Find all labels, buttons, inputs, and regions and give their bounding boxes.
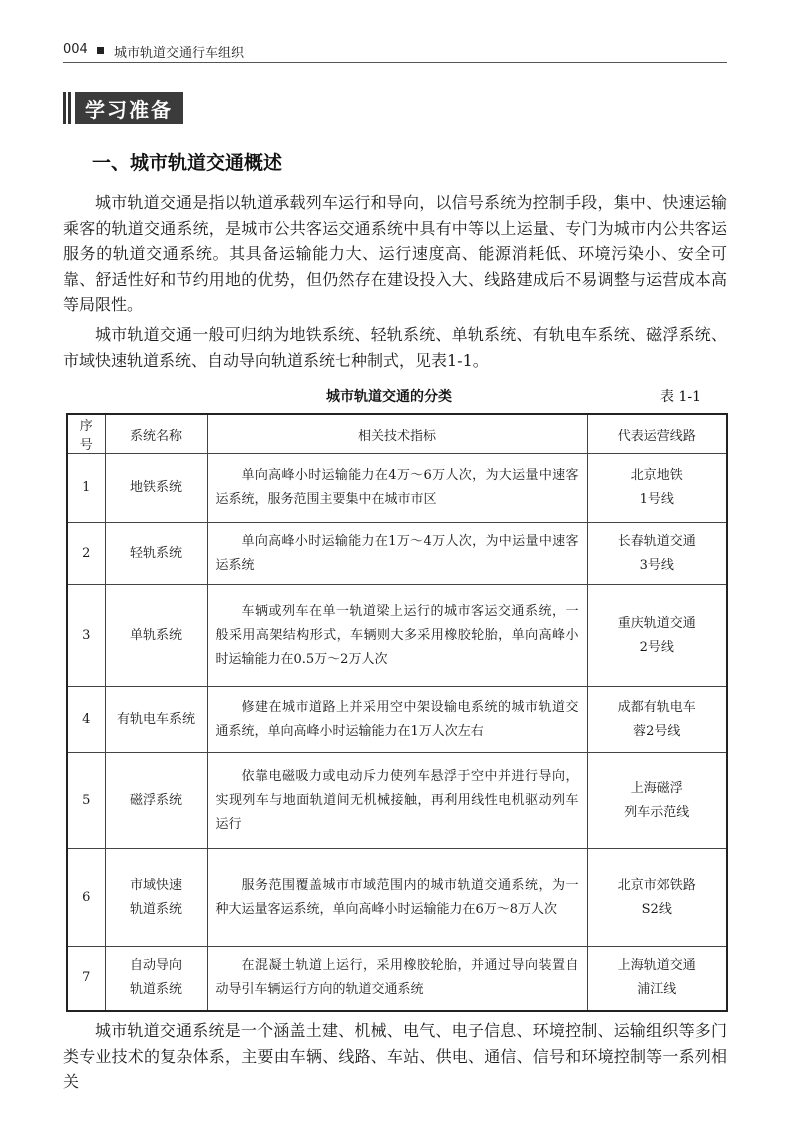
row-system-name: 有轨电车系统	[105, 687, 207, 753]
row-spec: 在混凝土轨道上运行，采用橡胶轮胎，并通过导向装置自动导引车辆运行方向的轨道交通系统	[207, 947, 587, 1011]
row-line: 上海磁浮 列车示范线	[587, 753, 727, 849]
table-row	[67, 454, 727, 523]
row-index: 5	[67, 753, 105, 849]
header-line: 代表运营线路	[587, 414, 727, 454]
header-spec: 相关技术指标	[207, 414, 587, 454]
square-bullet-icon	[97, 47, 104, 54]
row-system-name: 自动导向 轨道系统	[105, 947, 207, 1011]
table-row	[67, 947, 727, 1011]
row-index: 7	[67, 947, 105, 1011]
row-index: 6	[67, 849, 105, 947]
row-spec: 单向高峰小时运输能力在4万～6万人次，为大运量中速客运系统，服务范围主要集中在城市市区	[207, 454, 587, 523]
page-header	[63, 40, 727, 63]
header-name: 系统名称	[105, 414, 207, 454]
table-row	[67, 585, 727, 687]
row-spec: 修建在城市道路上并采用空中架设输电系统的城市轨道交通系统，单向高峰小时运输能力在1万人次左右	[207, 687, 587, 753]
classification-table	[66, 413, 728, 1012]
paragraph-types: 城市轨道交通一般可归纳为地铁系统、轻轨系统、单轨系统、有轨电车系统、磁浮系统、市域快速轨道系统、自动导向轨道系统七种制式，见表1-1。	[63, 325, 727, 370]
row-line: 北京市郊铁路 S2线	[587, 849, 727, 947]
table-caption: 城市轨道交通的分类	[326, 389, 452, 405]
table-header-row	[67, 414, 727, 454]
row-spec: 服务范围覆盖城市市域范围内的城市轨道交通系统，为一种大运量客运系统，单向高峰小时运输能力在6万～8万人次	[207, 849, 587, 947]
row-line: 成都有轨电车 蓉2号线	[587, 687, 727, 753]
row-system-name: 轻轨系统	[105, 523, 207, 585]
row-line: 重庆轨道交通 2号线	[587, 585, 727, 687]
row-index: 3	[67, 585, 105, 687]
row-index: 2	[67, 523, 105, 585]
row-index: 4	[67, 687, 105, 753]
row-line: 长春轨道交通 3号线	[587, 523, 727, 585]
paragraph-intro: 城市轨道交通是指以轨道承载列车运行和导向，以信号系统为控制手段，集中、快速运输乘客的轨道交通系统，是城市公共客运交通系统中具有中等以上运量、专门为城市内公共客运服务的轨道交通系统。其具备运输能力大、运行速度高、能源消耗低、环境污染小、安全可靠、舒适性好和节约用地的优势，但仍然存在建设投入大、线路建成后不易调整与运营成本高等局限性。	[63, 193, 727, 315]
row-system-name: 磁浮系统	[105, 753, 207, 849]
row-system-name: 市域快速 轨道系统	[105, 849, 207, 947]
table-row	[67, 849, 727, 947]
row-system-name: 单轨系统	[105, 585, 207, 687]
banner-stripe	[68, 92, 71, 124]
banner-stripe	[63, 92, 66, 124]
row-spec: 依靠电磁吸力或电动斥力使列车悬浮于空中并进行导向，实现列车与地面轨道间无机械接触，再利用线性电机驱动列车运行	[207, 753, 587, 849]
table-number: 表 1-1	[660, 389, 701, 405]
table-row	[67, 753, 727, 849]
table-row	[67, 687, 727, 753]
paragraph-system-composition: 城市轨道交通系统是一个涵盖土建、机械、电气、电子信息、环境控制、运输组织等多门类专业技术的复杂体系，主要由车辆、线路、车站、供电、通信、信号和环境控制等一系列相关	[63, 1021, 727, 1092]
section-banner	[63, 92, 183, 124]
header-index: 序号	[67, 414, 105, 454]
row-system-name: 地铁系统	[105, 454, 207, 523]
page-number: 004	[63, 42, 88, 57]
row-line: 上海轨道交通 浦江线	[587, 947, 727, 1011]
banner-label: 学习准备	[75, 92, 183, 124]
section-title: 一、城市轨道交通概述	[92, 152, 283, 174]
row-index: 1	[67, 454, 105, 523]
row-spec: 单向高峰小时运输能力在1万～4万人次，为中运量中速客运系统	[207, 523, 587, 585]
book-title: 城市轨道交通行车组织	[114, 46, 245, 61]
row-line: 北京地铁 1号线	[587, 454, 727, 523]
table-row	[67, 523, 727, 585]
row-spec: 车辆或列车在单一轨道梁上运行的城市客运交通系统，一般采用高架结构形式，车辆则大多采用橡胶轮胎，单向高峰小时运输能力在0.5万～2万人次	[207, 585, 587, 687]
